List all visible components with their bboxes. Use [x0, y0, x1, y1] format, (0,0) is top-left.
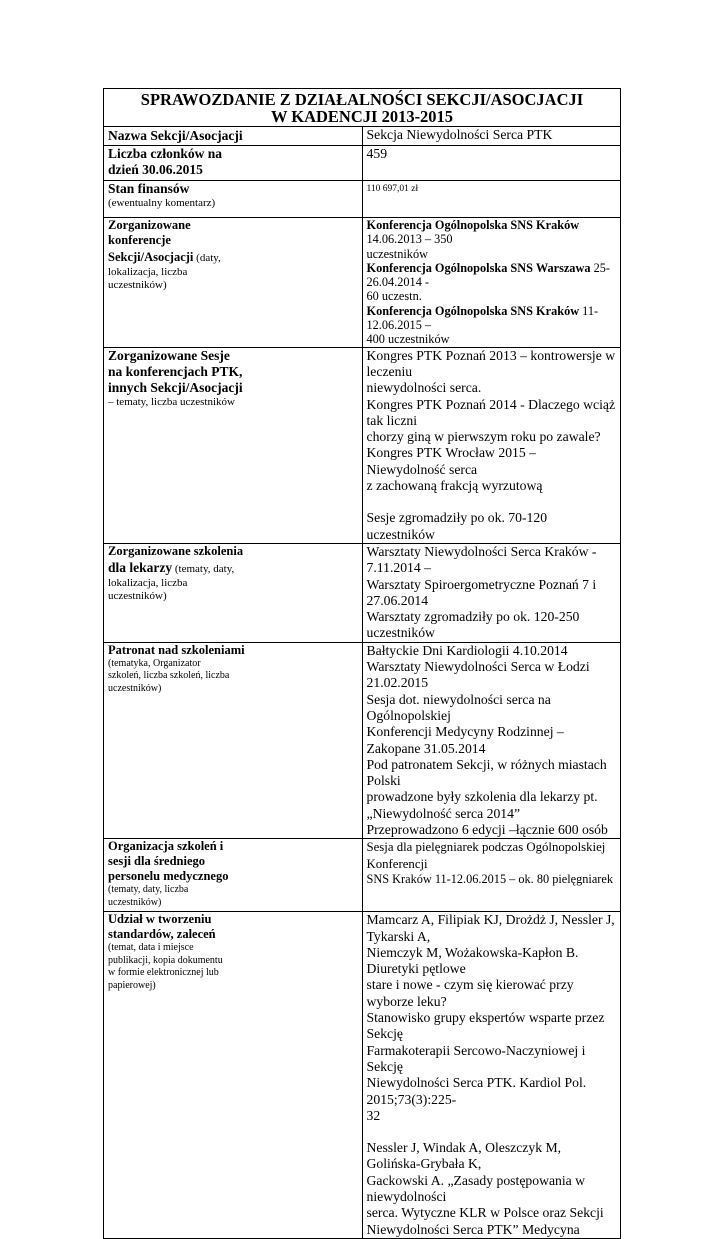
sessions-line: z zachowaną frakcją wyrzutową	[366, 478, 543, 494]
publication-line: Niewydolności Serca PTK. Kardiol Pol. 2015;73(3):225-	[366, 1075, 587, 1107]
publication-line: serca. Wytyczne KLR w Polsce oraz Sekcji	[366, 1205, 604, 1221]
sessions-summary: Sesje zgromadziły po ok. 70-120 uczestników	[366, 510, 548, 542]
nursing-label-line-3: personelu medycznego	[108, 869, 229, 884]
members-row	[104, 146, 621, 181]
publication-line: 32	[366, 1107, 381, 1123]
standards-row	[104, 912, 621, 1239]
conference-detail-2: 60 uczestn.	[366, 289, 422, 304]
conference-detail-2: 400 uczestników	[366, 332, 450, 347]
publication-line: Niewydolności Serca PTK” Medycyna	[366, 1221, 580, 1237]
patronage-list	[362, 642, 621, 839]
patronage-label-note-2: szkoleń, liczba szkoleń, liczba	[108, 670, 230, 682]
report-table	[103, 88, 621, 1239]
conferences-label-note-3: uczestników)	[108, 279, 167, 291]
sessions-label-line-3: innych Sekcji/Asocjacji	[108, 379, 243, 395]
sessions-line: Kongres PTK Poznań 2013 – kontrowersje w leczeniu	[366, 347, 616, 379]
standards-label-note-2: publikacji, kopia dokumentu	[108, 954, 223, 966]
sessions-line: Kongres PTK Wrocław 2015 – Niewydolność serca	[366, 445, 537, 477]
sessions-row	[104, 347, 621, 543]
standards-label-line-1: Udział w tworzeniu	[108, 912, 212, 927]
nursing-line-2: SNS Kraków 11-12.06.2015 – ok. 80 pielęgniarek	[366, 871, 613, 886]
trainings-label-note-3: uczestników)	[108, 589, 167, 602]
patronage-row	[104, 642, 621, 839]
title-line-2: W KADENCJI 2013-2015	[270, 107, 454, 126]
finance-row	[104, 181, 621, 218]
sessions-line: chorzy giną w pierwszym roku po zawale?	[366, 429, 601, 445]
nursing-line-1: Sesja dla pielęgniarek podczas Ogólnopolskiej Konferencji	[366, 840, 606, 871]
sessions-list	[362, 347, 621, 543]
patronage-line: prowadzone były szkolenia dla lekarzy pt.	[366, 789, 598, 805]
conference-item	[367, 261, 617, 304]
conferences-row	[104, 218, 621, 348]
standards-label-note-4: papierowej)	[108, 979, 156, 991]
standards-list	[362, 912, 621, 1239]
sessions-label-note: – tematy, liczba uczestników	[108, 395, 235, 408]
trainings-line: Warsztaty zgromadziły po ok. 120-250 uczestników	[366, 609, 580, 641]
members-label-line-1: Liczba członków na	[108, 146, 223, 161]
conference-item	[367, 218, 617, 261]
patronage-label: Patronat nad szkoleniami	[108, 642, 245, 657]
members-label-line-2: dzień 30.06.2015	[108, 162, 203, 177]
report-page	[103, 88, 621, 1239]
conferences-label-note: (daty,	[193, 252, 221, 264]
conferences-label-line-2: konferencje	[108, 233, 171, 247]
nursing-label-line-1: Organizacja szkoleń i	[108, 839, 224, 854]
conference-name: Konferencja Ogólnopolska SNS Kraków	[366, 303, 580, 318]
sessions-line: Kongres PTK Poznań 2014 - Dlaczego wciąż tak liczni	[366, 396, 616, 428]
nursing-row	[104, 839, 621, 912]
publication	[367, 912, 617, 1124]
conference-item	[367, 304, 617, 347]
trainings-label-line-1: Zorganizowane szkolenia	[108, 543, 244, 558]
trainings-label-note-2: lokalizacja, liczba	[108, 576, 188, 589]
conferences-list	[362, 218, 621, 348]
title-line-1: SPRAWOZDANIE Z DZIAŁALNOŚCI SEKCJI/ASOCJACJI	[140, 90, 584, 109]
patronage-line: Warsztaty Niewydolności Serca w Łodzi 21.02.2015	[366, 659, 590, 691]
section-name-row	[104, 127, 621, 146]
conference-name: Konferencja Ogólnopolska SNS Warszawa	[366, 260, 591, 275]
nursing-label-note-2: uczestników)	[108, 896, 162, 908]
sessions-label-line-2: na konferencjach PTK,	[108, 363, 243, 379]
conference-detail: 11-12.06.2015 –	[366, 303, 599, 333]
patronage-line: Konferencji Medycyny Rodzinnej – Zakopane 31.05.2014	[366, 724, 564, 756]
sessions-line: niewydolności serca.	[366, 380, 482, 396]
publication-line: Farmakoterapii Sercowo-Naczyniowej i Sekcję	[366, 1042, 586, 1074]
patronage-line: Przeprowadzono 6 edycji –łącznie 600 osób	[366, 821, 608, 837]
conferences-label-line-1: Zorganizowane	[108, 218, 191, 232]
publication	[367, 1140, 617, 1238]
trainings-line: Warsztaty Spiroergometryczne Poznań 7 i 27.06.2014	[366, 576, 597, 608]
standards-label-line-2: standardów, zaleceń	[108, 927, 216, 942]
conference-name: Konferencja Ogólnopolska SNS Kraków	[366, 218, 580, 232]
publication-line: Stanowisko grupy ekspertów wsparte przez Sekcję	[366, 1010, 605, 1042]
publication-line: stare i nowe - czym się kierować przy wyborze leku?	[366, 977, 574, 1009]
patronage-label-note-3: uczestników)	[108, 682, 162, 694]
patronage-label-note-1: (tematyka, Organizator	[108, 657, 201, 669]
section-name-value: Sekcja Niewydolności Serca PTK	[362, 127, 621, 146]
report-title	[104, 89, 621, 127]
patronage-line: „Niewydolność serca 2014”	[366, 805, 521, 821]
conference-detail: 14.06.2013 – 350	[366, 232, 453, 247]
publication-line: Nessler J, Windak A, Oleszczyk M, Golińska-Grybała K,	[366, 1140, 562, 1172]
conference-detail: 25-26.04.2014 -	[366, 260, 610, 290]
sessions-label-line-1: Zorganizowane Sesje	[108, 347, 230, 363]
trainings-row	[104, 543, 621, 642]
patronage-line: Sesja dot. niewydolności serca na Ogólnopolskiej	[366, 691, 551, 723]
patronage-line: Pod patronatem Sekcji, w różnych miastach Polski	[366, 756, 607, 789]
nursing-label-line-2: sesji dla średniego	[108, 854, 205, 869]
title-row	[104, 89, 621, 127]
nursing-label-note-1: (tematy, daty, liczba	[108, 884, 189, 896]
finance-label: Stan finansów	[108, 181, 190, 196]
patronage-line: Bałtyckie Dni Kardiologii 4.10.2014	[366, 642, 568, 658]
finance-label-note: (ewentualny komentarz)	[108, 197, 216, 209]
trainings-label-line-2: dla lekarzy	[108, 559, 173, 575]
finance-value: 110 697,01 zł	[362, 181, 621, 218]
members-value: 459	[362, 146, 621, 181]
trainings-label-note: (tematy, daty,	[172, 562, 235, 575]
publication-line: Niemczyk M, Wożakowska-Kapłon B. Diuretyki pętlowe	[366, 944, 579, 977]
conferences-label-line-3: Sekcji/Asocjacji	[108, 250, 194, 264]
standards-label-note-3: w formie elektronicznej lub	[108, 967, 219, 979]
conferences-label-note-2: lokalizacja, liczba	[108, 266, 188, 278]
conference-detail-2: uczestników	[366, 246, 428, 261]
trainings-line: Warsztaty Niewydolności Serca Kraków - 7.11.2014 –	[366, 543, 597, 576]
standards-label-note-1: (temat, data i miejsce	[108, 942, 194, 954]
nursing-value	[362, 839, 621, 912]
section-name-label: Nazwa Sekcji/Asocjacji	[108, 128, 243, 143]
trainings-list	[362, 543, 621, 642]
publication-line: Gackowski A. „Zasady postępowania w niewydolności	[366, 1172, 586, 1205]
publication-line: Mamcarz A, Filipiak KJ, Drożdż J, Nessler J, Tykarski A,	[366, 912, 615, 944]
